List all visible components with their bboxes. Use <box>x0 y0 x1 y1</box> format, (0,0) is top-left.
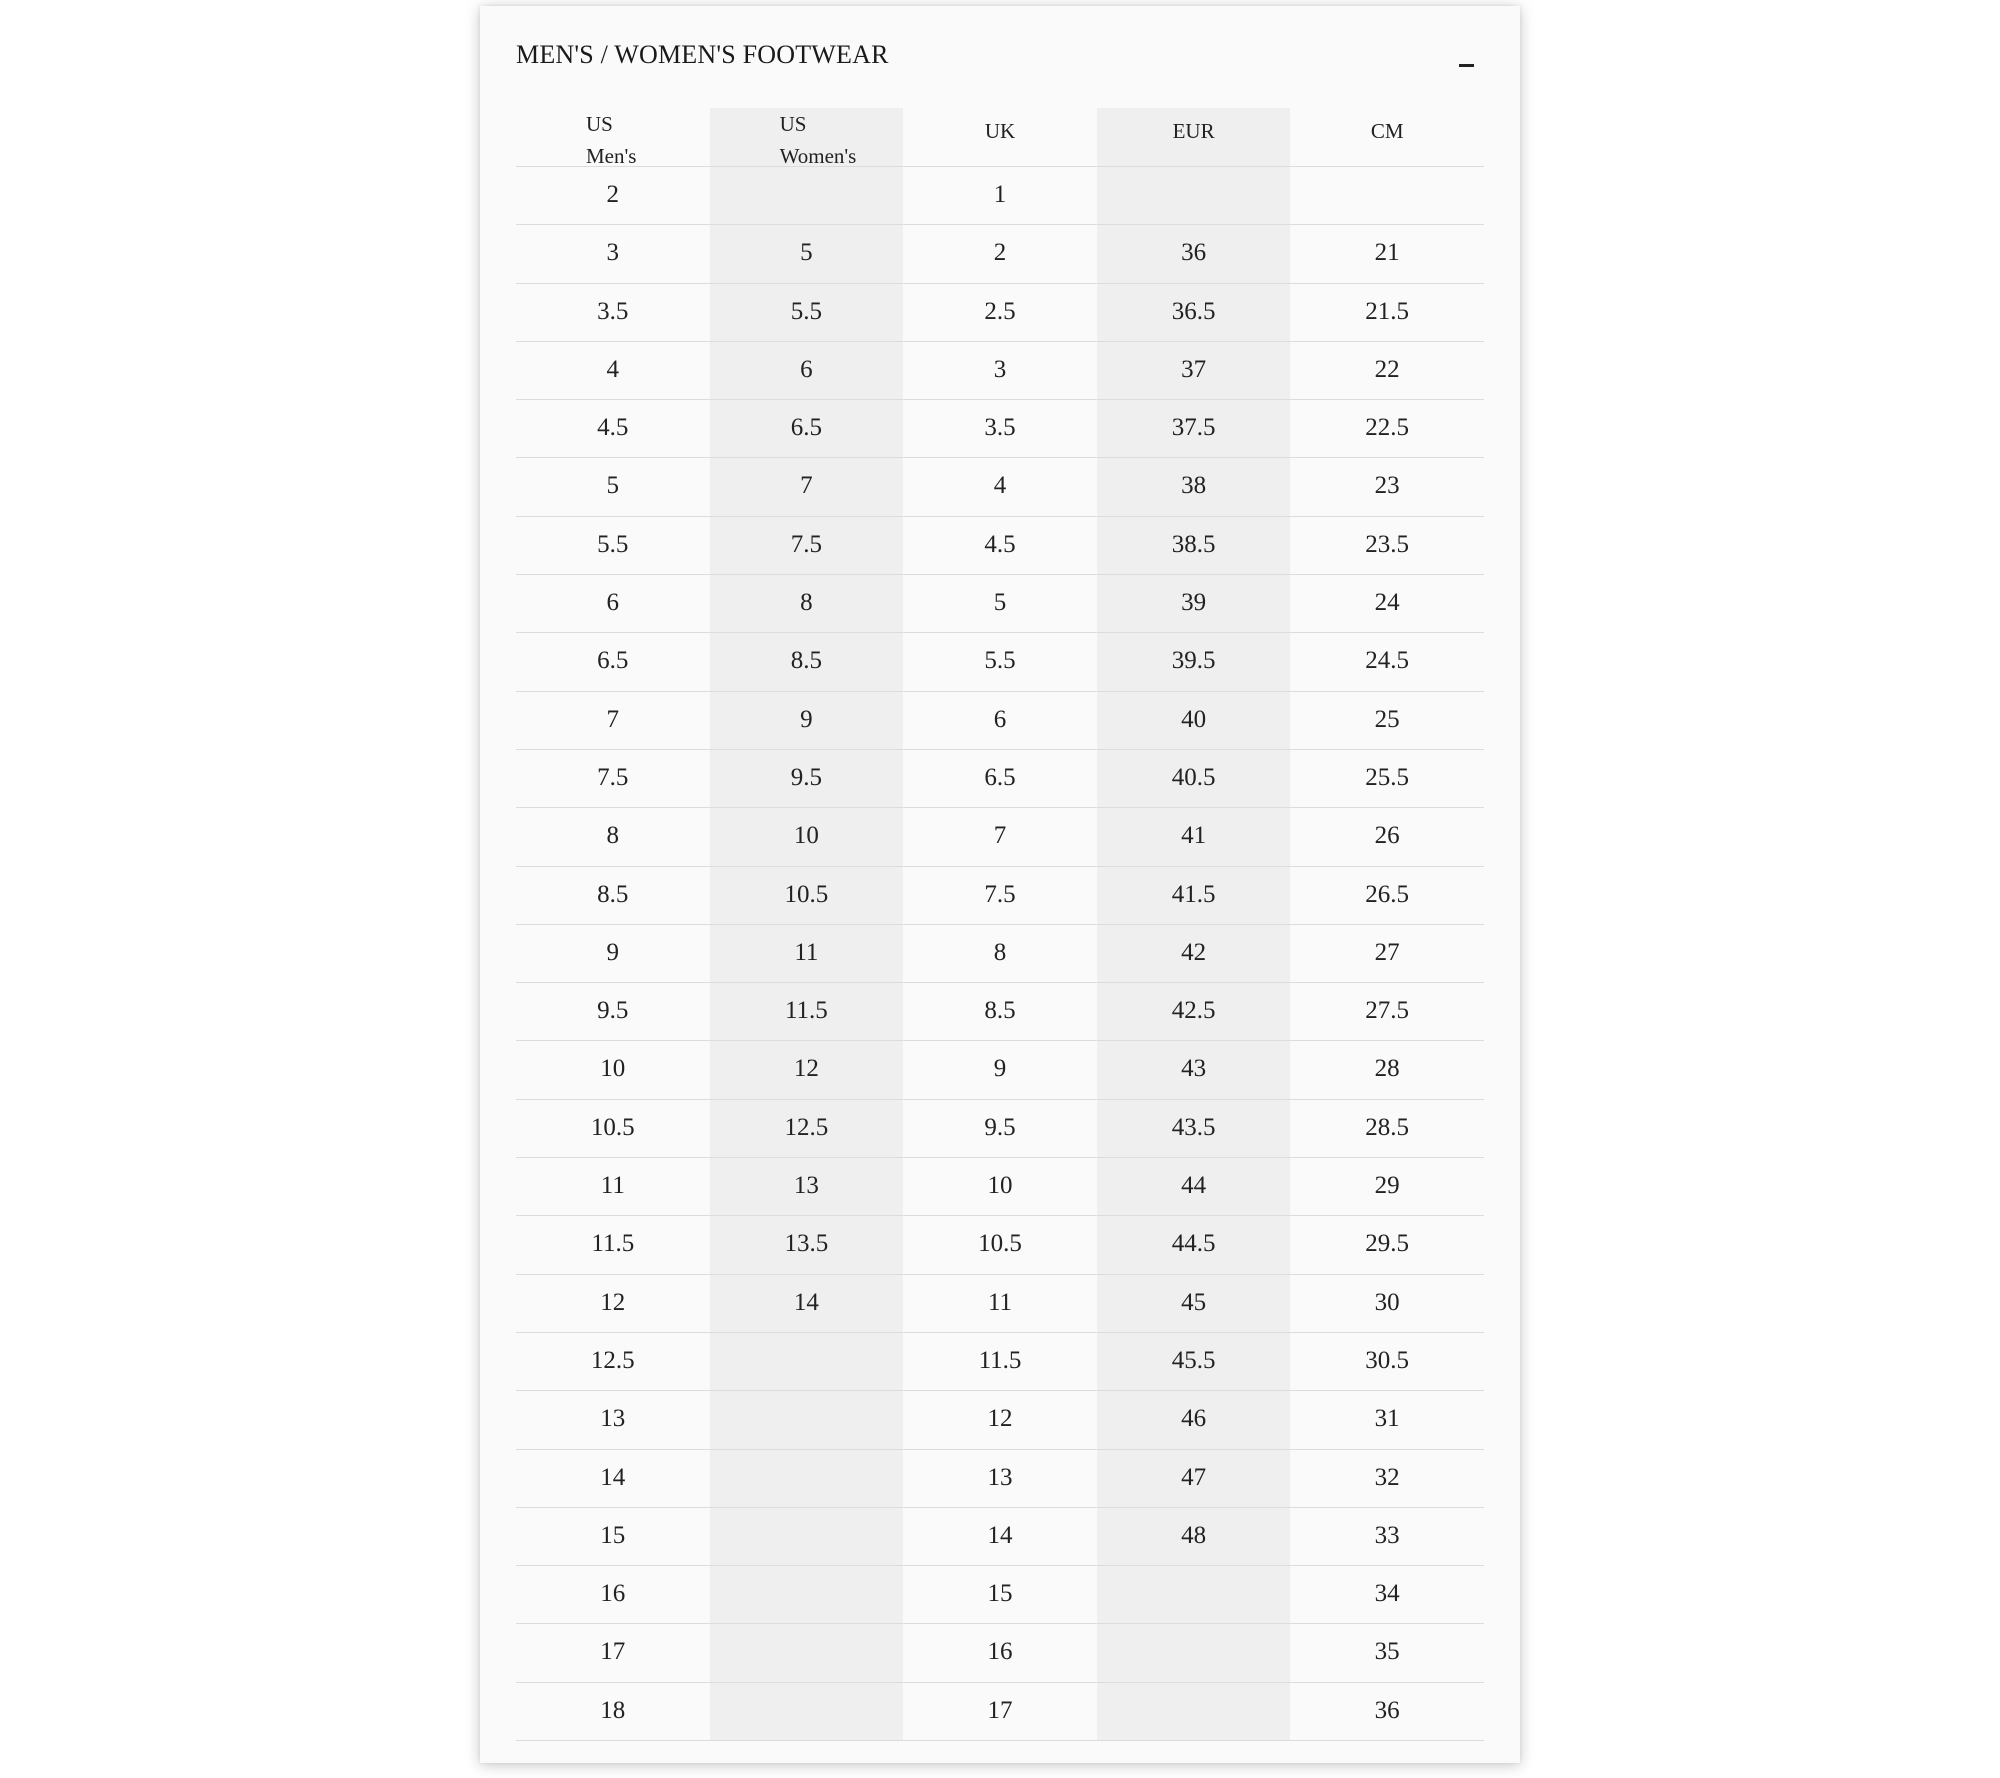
cell-us-mens: 6 <box>606 589 620 617</box>
collapse-button[interactable] <box>1448 40 1478 76</box>
cell-us-womens: 10 <box>793 822 819 850</box>
cell-eur: 41 <box>1181 822 1207 850</box>
cell-us-womens: 10.5 <box>784 880 829 908</box>
table-row <box>516 225 1484 283</box>
cell-us-mens: 4.5 <box>597 414 629 442</box>
cell-us-mens: 8.5 <box>597 880 629 908</box>
cell-cm: 29.5 <box>1365 1230 1410 1258</box>
cell-us-womens: 13 <box>793 1172 819 1200</box>
cell-uk: 11.5 <box>978 1346 1022 1374</box>
table-row <box>516 517 1484 575</box>
cell-uk: 5 <box>993 589 1007 617</box>
cell-us-womens <box>710 1450 904 1507</box>
cell-cm: 21.5 <box>1365 297 1410 325</box>
cell-us-womens: 12.5 <box>784 1113 829 1141</box>
cell-us-mens: 14 <box>600 1463 626 1491</box>
table-row <box>516 342 1484 400</box>
header-us-mens-line1: US <box>586 112 613 136</box>
table-row <box>516 1333 1484 1391</box>
cell-cm: 34 <box>1374 1580 1400 1608</box>
cell-us-mens: 9 <box>606 938 620 966</box>
cell-cm: 23.5 <box>1365 530 1410 558</box>
cell-cm: 32 <box>1374 1463 1400 1491</box>
cell-us-womens: 7.5 <box>790 530 823 558</box>
cell-uk: 6.5 <box>984 763 1016 791</box>
cell-eur <box>1097 167 1291 224</box>
header-us-womens-line1: US <box>779 112 807 136</box>
header-uk <box>903 108 1097 166</box>
cell-eur <box>1097 1566 1291 1623</box>
cell-cm: 25 <box>1374 705 1400 733</box>
cell-us-womens: 8 <box>800 589 813 617</box>
table-row <box>516 867 1484 925</box>
cell-eur: 47 <box>1181 1463 1207 1491</box>
header-uk-label: UK <box>984 119 1016 143</box>
cell-eur: 38 <box>1181 472 1207 500</box>
cell-cm: 22.5 <box>1365 414 1410 442</box>
header-us-womens-line2: Women's <box>779 144 857 168</box>
cell-eur: 41.5 <box>1171 880 1216 908</box>
cell-cm: 26.5 <box>1365 880 1410 908</box>
cell-us-womens: 6.5 <box>790 414 823 442</box>
cell-us-mens: 7 <box>606 705 620 733</box>
size-chart-panel <box>480 6 1520 1763</box>
table-row <box>516 284 1484 342</box>
cell-us-mens: 13 <box>600 1405 626 1433</box>
header-us-mens-line2: Men's <box>586 144 637 168</box>
cell-us-mens: 4 <box>606 355 620 383</box>
table-row <box>516 1216 1484 1274</box>
cell-cm: 24.5 <box>1365 647 1410 675</box>
cell-uk: 3.5 <box>984 414 1016 442</box>
cell-cm: 28.5 <box>1365 1113 1410 1141</box>
cell-us-womens: 11 <box>794 938 819 966</box>
cell-us-womens <box>710 1566 904 1623</box>
cell-eur: 39 <box>1181 589 1207 617</box>
cell-us-womens: 7 <box>800 472 813 500</box>
size-table <box>516 108 1484 1741</box>
cell-eur <box>1097 1624 1291 1681</box>
cell-us-mens: 15 <box>600 1521 626 1549</box>
cell-us-mens: 12 <box>600 1288 626 1316</box>
cell-cm: 23 <box>1374 472 1400 500</box>
header-eur-label: EUR <box>1172 119 1215 143</box>
cell-us-mens: 6.5 <box>597 647 629 675</box>
table-row <box>516 983 1484 1041</box>
cell-eur: 46 <box>1181 1405 1207 1433</box>
cell-uk: 9.5 <box>984 1113 1016 1141</box>
cell-us-womens: 6 <box>800 355 813 383</box>
table-row <box>516 633 1484 691</box>
cell-eur: 45 <box>1181 1288 1207 1316</box>
cell-uk: 10.5 <box>978 1230 1022 1258</box>
header-eur <box>1097 108 1291 166</box>
cell-us-womens <box>710 1333 904 1390</box>
cell-us-womens: 9.5 <box>790 763 823 791</box>
table-body <box>516 167 1484 1741</box>
cell-uk: 8 <box>993 938 1007 966</box>
cell-eur <box>1097 1683 1291 1740</box>
table-row <box>516 1508 1484 1566</box>
cell-eur: 48 <box>1181 1521 1207 1549</box>
cell-uk: 7.5 <box>984 880 1016 908</box>
cell-uk: 15 <box>987 1580 1013 1608</box>
cell-eur: 40 <box>1181 705 1207 733</box>
header-us-womens <box>710 108 904 166</box>
cell-us-womens: 9 <box>800 705 813 733</box>
cell-cm: 21 <box>1374 239 1400 267</box>
cell-us-mens: 3 <box>606 239 620 267</box>
cell-cm: 27.5 <box>1365 997 1410 1025</box>
cell-us-womens: 8.5 <box>790 647 823 675</box>
cell-eur: 36.5 <box>1171 297 1216 325</box>
cell-cm: 26 <box>1374 822 1400 850</box>
cell-cm: 25.5 <box>1365 763 1410 791</box>
cell-cm: 22 <box>1374 355 1400 383</box>
cell-uk: 11 <box>987 1288 1013 1316</box>
cell-us-womens: 5.5 <box>790 297 823 325</box>
cell-uk: 4 <box>993 472 1007 500</box>
cell-cm: 31 <box>1374 1405 1400 1433</box>
cell-uk: 8.5 <box>984 997 1016 1025</box>
cell-uk: 16 <box>987 1638 1013 1666</box>
cell-us-mens: 11.5 <box>591 1230 635 1258</box>
cell-uk: 7 <box>993 822 1007 850</box>
cell-uk: 5.5 <box>984 647 1016 675</box>
cell-us-mens: 9.5 <box>597 997 629 1025</box>
cell-eur: 42 <box>1181 938 1207 966</box>
cell-uk: 4.5 <box>984 530 1016 558</box>
cell-us-mens: 5.5 <box>597 530 629 558</box>
cell-us-mens: 7.5 <box>597 763 629 791</box>
table-row <box>516 1683 1484 1741</box>
cell-us-womens: 5 <box>800 239 813 267</box>
cell-us-mens: 5 <box>606 472 620 500</box>
table-row <box>516 692 1484 750</box>
cell-eur: 42.5 <box>1171 997 1216 1025</box>
table-row <box>516 1100 1484 1158</box>
cell-uk: 12 <box>987 1405 1013 1433</box>
cell-uk: 2 <box>993 239 1007 267</box>
cell-eur: 45.5 <box>1171 1346 1216 1374</box>
cell-us-mens: 8 <box>606 822 620 850</box>
header-us-mens <box>516 108 710 166</box>
cell-us-mens: 18 <box>600 1696 626 1724</box>
cell-us-mens: 3.5 <box>597 297 629 325</box>
cell-us-mens: 10 <box>600 1055 626 1083</box>
cell-cm: 27 <box>1374 938 1400 966</box>
table-row <box>516 1391 1484 1449</box>
cell-uk: 17 <box>987 1696 1013 1724</box>
cell-eur: 36 <box>1181 239 1207 267</box>
cell-eur: 43.5 <box>1171 1113 1216 1141</box>
cell-us-womens: 13.5 <box>784 1230 829 1258</box>
table-row <box>516 400 1484 458</box>
panel-header[interactable] <box>516 40 1484 80</box>
cell-us-womens <box>710 1391 904 1448</box>
table-row <box>516 925 1484 983</box>
table-row <box>516 750 1484 808</box>
cell-us-womens: 12 <box>793 1055 819 1083</box>
cell-uk: 6 <box>993 705 1007 733</box>
cell-us-mens: 10.5 <box>590 1113 635 1141</box>
cell-cm: 33 <box>1374 1521 1400 1549</box>
panel-title: MEN'S / WOMEN'S FOOTWEAR <box>516 40 889 69</box>
cell-us-mens: 11 <box>600 1172 625 1200</box>
cell-cm: 30 <box>1374 1288 1400 1316</box>
cell-uk: 13 <box>987 1463 1013 1491</box>
cell-eur: 40.5 <box>1171 763 1216 791</box>
table-header-row <box>516 108 1484 167</box>
cell-us-mens: 16 <box>600 1580 626 1608</box>
cell-uk: 3 <box>993 355 1007 383</box>
cell-eur: 44 <box>1181 1172 1207 1200</box>
cell-us-womens <box>710 1624 904 1681</box>
cell-eur: 37.5 <box>1171 414 1216 442</box>
table-row <box>516 575 1484 633</box>
cell-uk: 10 <box>987 1172 1013 1200</box>
cell-cm: 36 <box>1374 1696 1400 1724</box>
table-row <box>516 1275 1484 1333</box>
table-row <box>516 167 1484 225</box>
table-row <box>516 808 1484 866</box>
cell-us-mens: 17 <box>600 1638 626 1666</box>
table-row <box>516 1041 1484 1099</box>
cell-cm: 28 <box>1374 1055 1400 1083</box>
cell-us-womens <box>710 1683 904 1740</box>
header-cm-label: CM <box>1370 119 1404 143</box>
table-row <box>516 1624 1484 1682</box>
table-row <box>516 1158 1484 1216</box>
cell-cm: 29 <box>1374 1172 1400 1200</box>
minus-icon <box>1459 64 1474 67</box>
cell-us-womens: 11.5 <box>784 997 828 1025</box>
header-cm <box>1290 108 1484 166</box>
cell-uk: 9 <box>993 1055 1007 1083</box>
cell-eur: 37 <box>1181 355 1207 383</box>
cell-eur: 38.5 <box>1171 530 1216 558</box>
cell-us-womens <box>710 1508 904 1565</box>
cell-us-mens: 12.5 <box>590 1346 635 1374</box>
cell-cm: 30.5 <box>1365 1346 1410 1374</box>
table-row <box>516 1566 1484 1624</box>
cell-cm <box>1290 167 1484 224</box>
cell-us-mens: 2 <box>606 181 620 208</box>
cell-cm: 35 <box>1374 1638 1400 1666</box>
cell-uk: 2.5 <box>984 297 1016 325</box>
cell-eur: 43 <box>1181 1055 1207 1083</box>
table-row <box>516 458 1484 516</box>
cell-eur: 44.5 <box>1171 1230 1216 1258</box>
cell-us-womens <box>710 167 904 224</box>
cell-eur: 39.5 <box>1171 647 1216 675</box>
cell-uk: 1 <box>993 181 1007 208</box>
cell-us-womens: 14 <box>793 1288 819 1316</box>
table-row <box>516 1450 1484 1508</box>
cell-cm: 24 <box>1374 589 1400 617</box>
cell-uk: 14 <box>987 1521 1013 1549</box>
